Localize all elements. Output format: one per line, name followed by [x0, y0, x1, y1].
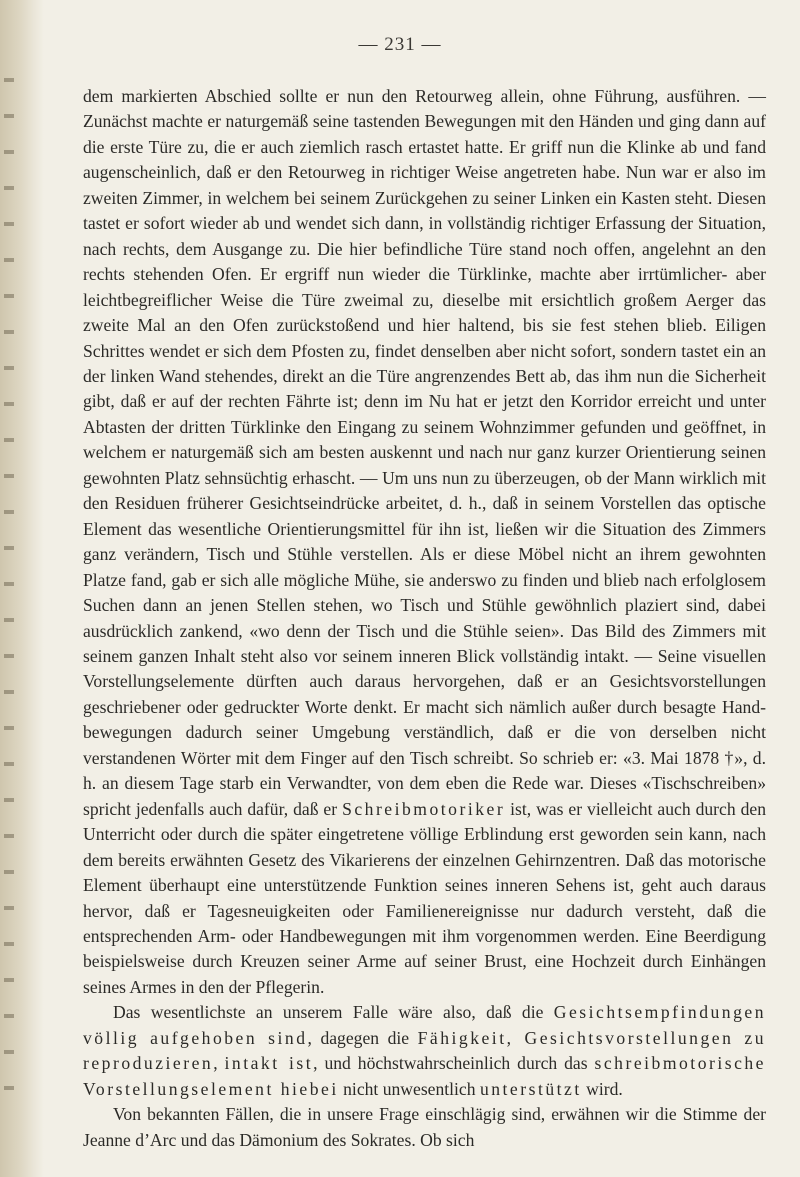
paragraph-2: [83, 1000, 766, 1102]
spaced-term-schreibmotoriker: Schreibmotoriker: [342, 798, 506, 819]
spaced-term-faehigkeit: Fähigkeit, Gesichtsvorstellungen zu reproduzieren: [83, 1027, 767, 1074]
spaced-term-intakt: intakt ist: [224, 1053, 314, 1074]
paragraph-1-text-b: ist, was er vielleicht auch durch den Unterricht oder durch die später eingetretene völlige Erblindung erst geworden sein kann, nach dem bereits erwähnten Gesetz des Vikarierens der einzelnen Gehirnzentren. Daß das motorische Element überhaupt eine unterstützende Funktion seines inneren Sehens ist, geht auch daraus hervor, daß er Tagesneuigkeiten oder Familienereignisse nur dadurch versteht, daß die entsprechenden Arm- oder Handbewegungen mit ihm vorgenommen werden. Eine Beerdigung beispielsweise durch Kreuzen seiner Arme auf seiner Brust, eine Hochzeit durch Einhängen seines Armes in den der Pflegerin.: [83, 798, 766, 997]
spaced-term-unterstuetzt: unterstützt: [479, 1078, 582, 1099]
paragraph-2-text-b: , dagegen die: [307, 1027, 418, 1048]
paragraph-3: [83, 1102, 766, 1153]
paragraph-1: [83, 84, 766, 1000]
page-number: — 231 —: [358, 34, 442, 55]
scan-binding-marks: [4, 60, 14, 1120]
paragraph-3-text: Von bekannten Fällen, die in unsere Frage einschlägig sind, erwähnen wir die Stimme der Jeanne d’Arc und das Dämonium des Sokrates. Ob sich: [83, 1104, 766, 1150]
scan-binding-edge: [0, 0, 44, 1177]
paragraph-2-text-d: , und höchstwahrscheinlich durch das: [313, 1053, 595, 1074]
spaced-term-gesichtsempfindungen: Gesichtsempfindungen völlig aufgehoben sind: [83, 1002, 766, 1048]
page-body: [83, 84, 766, 1153]
paragraph-2-text-f: wird.: [581, 1078, 623, 1099]
paragraph-2-text-c: ,: [213, 1053, 225, 1074]
paragraph-2-text-e: nicht unwesentlich: [338, 1078, 480, 1099]
paragraph-2-text-a: Das wesentlichste an unserem Falle wäre also, daß die: [113, 1002, 554, 1023]
spaced-term-schreibmotorisch: schreibmotorische Vorstellungselement hiebei: [83, 1053, 766, 1099]
paragraph-1-text-a: dem markierten Abschied sollte er nun den Retourweg allein, ohne Führung, ausführen. — Zunächst machte er naturgemäß seine tastenden Bewegungen mit den Händen und ging dann auf die erste Türe zu, die er auch ziemlich rasch ertastet hatte. Er griff nun die Klinke ab und fand augenscheinlich, daß er den Retourweg in richtiger Weise angetreten habe. Nun war er also im zweiten Zimmer, in welchem bei seinem Zurückgehen zu seiner Linken ein Kasten steht. Diesen tastet er sofort wieder ab und wendet sich dann, in vollständig richtiger Erfassung der Situation, nach rechts, dem Ausgange zu. Die hier befindliche Türe stand noch offen, angelehnt an den rechts stehenden Ofen. Er ergriff nun wieder die Türklinke, machte aber irrtümlicher- aber leichtbegreiflicher Weise die Türe zweimal zu, dieselbe mit ersichtlich großem Aerger das zweite Mal an den Ofen zurückstoßend und hier haltend, bis sie fest stehen blieb. Eiligen Schrittes wendet er sich dem Pfosten zu, findet denselben aber nicht sofort, sondern tastet ein an der linken Wand stehendes, direkt an die Türe angrenzendes Bett ab, das ihm nun die Sicherheit gibt, daß er auf der rechten Fährte ist; denn im Nu hat er jetzt den Korridor erreicht und unter Abtasten der dritten Türklinke den Eingang zu seinem Wohnzimmer gefunden und geöffnet, in welchem er naturgemäß sich am besten auskennt und nach nur ganz kurzer Orientierung seinen gewohnten Platz sehnsüchtig erhascht. — Um uns nun zu überzeugen, ob der Mann wirklich mit den Residuen früherer Gesichtseindrücke arbeitet, d. h., daß in seinem Vorstellen das optische Element das wesentliche Orientierungsmittel für ihn ist, ließen wir die Situation des Zimmers ganz verändern, Tisch und Stühle verstellen. Als er diese Möbel nicht an ihrem gewohnten Platze fand, gab er sich alle mögliche Mühe, sie anderswo zu finden und blieb nach erfolglosem Suchen dann an jenen Stellen stehen, wo Tisch und Stühle gewöhnlich plaziert sind, dabei ausdrücklich zankend, «wo denn der Tisch und die Stühle seien». Das Bild des Zimmers mit seinem ganzen Inhalt steht also vor seinem inneren Blick vollständig intakt. — Seine visuellen Vorstellungselemente dürften auch daraus hervorgehen, daß er an Gesichtsvorstellungen geschriebener oder gedruckter Worte denkt. Er macht sich nämlich außer durch besagte Handbewegungen dadurch seiner Umgebung verständlich, daß er die von derselben nicht verstandenen Wörter mit dem Finger auf den Tisch schreibt. So schrieb er: «3. Mai 1878 †», d. h. an diesem Tage starb ein Verwandter, von dem eben die Rede war. Dieses «Tischschreiben» spricht jedenfalls auch dafür, daß er: [83, 86, 766, 819]
